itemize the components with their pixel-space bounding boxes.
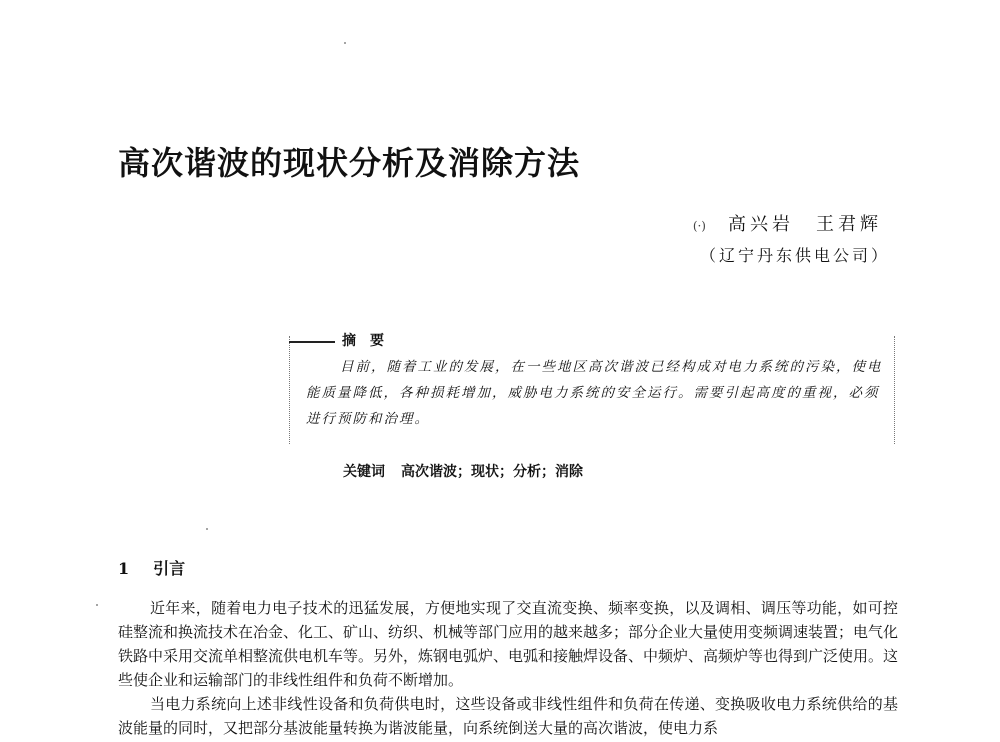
scan-speck [206, 528, 208, 530]
paper-title: 高次谐波的现状分析及消除方法 [118, 144, 581, 182]
section-number: 1 [118, 559, 130, 578]
section-heading [118, 556, 185, 579]
scan-speck [96, 604, 98, 606]
abstract-heading: 摘要 [342, 333, 398, 349]
scan-speck [344, 42, 346, 44]
author-affiliation: （辽宁丹东供电公司） [699, 246, 890, 265]
body-paragraph-2: 当电力系统向上述非线性设备和负荷供电时，这些设备或非线性组件和负荷在传递、变换吸收电力系统供给的基波能量的同时，又把部分基波能量转换为谐波能量，向系统倒送大量的高次谐波，使电力系 [118, 695, 898, 737]
abstract-rule [289, 341, 335, 343]
abstract-text: 目前，随着工业的发展，在一些地区高次谐波已经构成对电力系统的污染，使电能质量降低，各种损耗增加，威胁电力系统的安全运行。需要引起高度的重视，必须进行预防和治理。 [306, 359, 883, 427]
keywords-line [343, 461, 583, 481]
keywords-label: 关键词 [343, 464, 385, 480]
body-paragraph-1: 近年来，随着电力电子技术的迅猛发展，方便地实现了交直流变换、频率变换，以及调相、调压等功能，如可控硅整流和换流技术在冶金、化工、矿山、纺织、机械等部门应用的越来越多；部分企业大量使用变频调速装置；电气化铁路中采用交流单相整流供电机车等。另外，炼钢电弧炉、电弧和接触焊设备、中频炉、高频炉等也得到广泛使用。这些使企业和运输部门的非线性组件和负荷不断增加。 [118, 599, 899, 689]
section-title: 引言 [153, 559, 186, 578]
author-mark: (·) [692, 219, 706, 233]
author-names: 高兴岩 王君辉 [728, 214, 882, 235]
keywords-text: 高次谐波；现状；分析；消除 [401, 464, 583, 480]
author-line [693, 210, 882, 236]
body-text [118, 596, 898, 740]
